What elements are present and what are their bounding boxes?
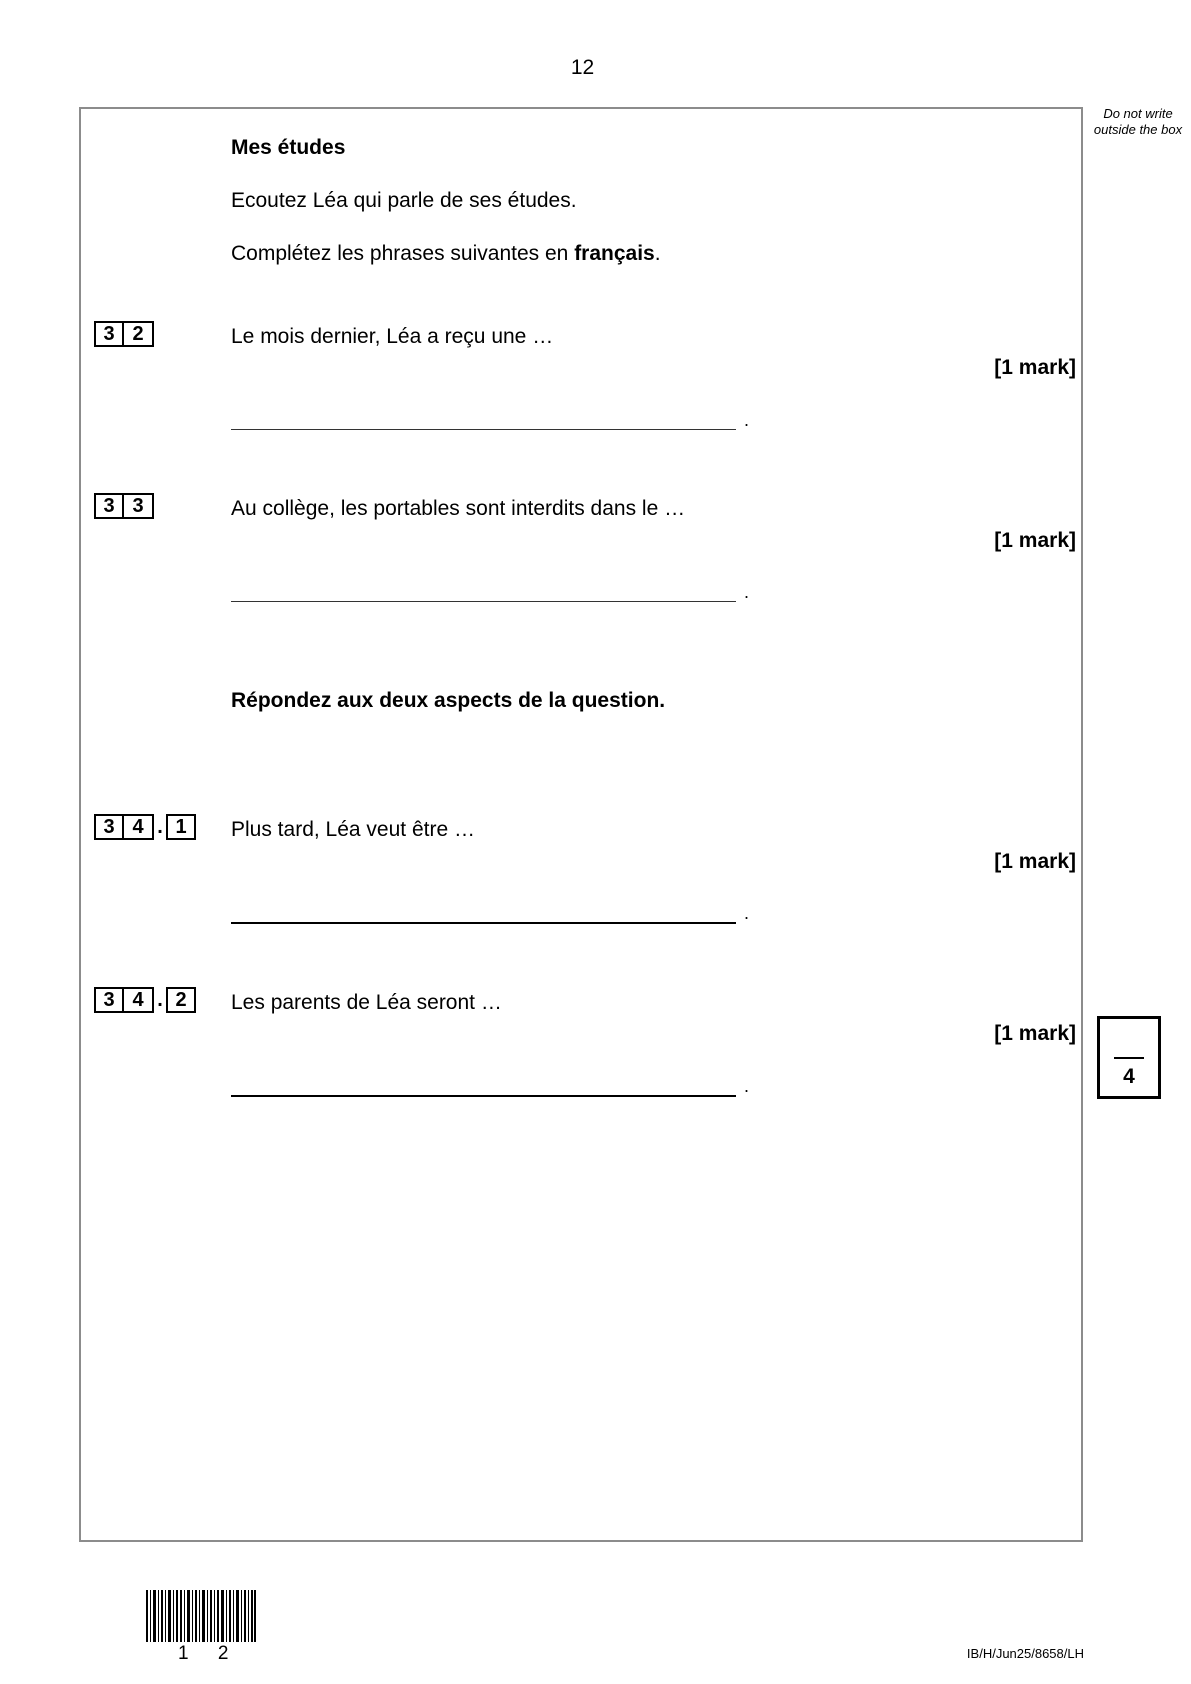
answer-area-box (79, 107, 1083, 1542)
question-prompt: Au collège, les portables sont interdits dans le … (231, 497, 686, 520)
section-subheading: Répondez aux deux aspects de la question. (231, 689, 666, 712)
question-digit: 4 (124, 814, 154, 840)
question-subdigit: 2 (166, 987, 196, 1013)
answer-line[interactable] (231, 922, 736, 924)
question-number-32 (94, 321, 154, 347)
question-prompt: Le mois dernier, Léa a reçu une … (231, 325, 554, 348)
question-digit: 2 (124, 321, 154, 347)
section-instruction: Ecoutez Léa qui parle de ses études. (231, 189, 577, 212)
question-number-34-2 (94, 987, 196, 1013)
question-subdigit: 1 (166, 814, 196, 840)
question-digit: 3 (94, 814, 124, 840)
task-bold: français (574, 242, 655, 265)
answer-line-dot: . (744, 410, 750, 430)
question-digit: 4 (124, 987, 154, 1013)
margin-note: Do not write outside the box (1093, 106, 1183, 137)
task-prefix: Complétez les phrases suivantes en (231, 242, 575, 265)
answer-line-dot: . (744, 582, 750, 602)
question-number-33 (94, 493, 154, 519)
question-number-34-1 (94, 814, 196, 840)
section-title: Mes études (231, 136, 346, 159)
barcode-digits: 1 2 (178, 1643, 241, 1664)
question-prompt: Les parents de Léa seront … (231, 991, 502, 1014)
mark-allocation: [1 mark] (994, 356, 1076, 379)
answer-line-dot: . (744, 1076, 750, 1096)
score-box (1097, 1016, 1161, 1099)
section-task (231, 242, 661, 266)
question-digit: 3 (94, 321, 124, 347)
answer-line-dot: . (744, 903, 750, 923)
question-digit: 3 (94, 493, 124, 519)
mark-allocation: [1 mark] (994, 1022, 1076, 1045)
answer-line[interactable] (231, 601, 736, 602)
task-suffix: . (654, 242, 661, 265)
barcode-icon (146, 1590, 256, 1642)
score-rule (1114, 1057, 1144, 1059)
page-number: 12 (570, 56, 595, 79)
question-number-dot: . (157, 816, 163, 838)
mark-allocation: [1 mark] (994, 850, 1076, 873)
question-prompt: Plus tard, Léa veut être … (231, 818, 475, 841)
footer-reference: IB/H/Jun25/8658/LH (966, 1646, 1084, 1661)
question-digit: 3 (124, 493, 154, 519)
question-number-dot: . (157, 989, 163, 1011)
answer-line[interactable] (231, 1095, 736, 1097)
mark-allocation: [1 mark] (994, 529, 1076, 552)
score-total: 4 (1123, 1065, 1135, 1088)
question-digit: 3 (94, 987, 124, 1013)
answer-line[interactable] (231, 429, 736, 430)
